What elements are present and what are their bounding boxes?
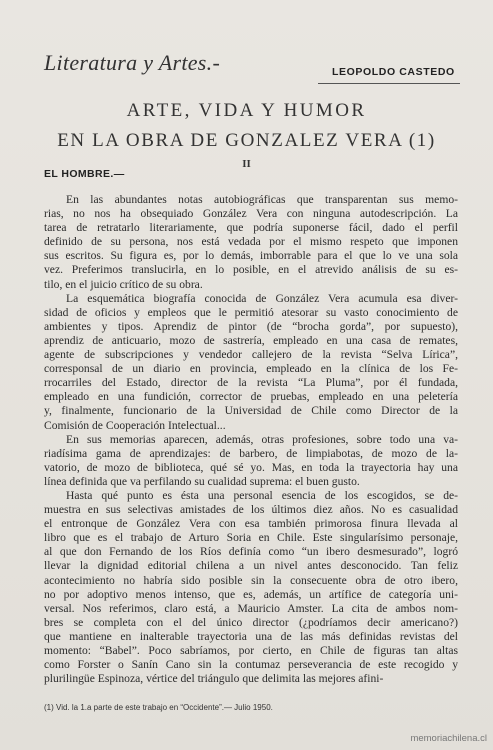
- text-line: riadísima gama de aprendizajes: de barbero, de limpiabotas, de mozo de la-: [44, 446, 458, 460]
- text-line: y, finalmente, funcionario de la Universidad de Chile como Director de la: [44, 404, 458, 418]
- text-line: sidad de oficios y empleos que le permitió atesorar su vasto conocimiento de: [44, 305, 458, 319]
- article-title-line-2: EN LA OBRA DE GONZALEZ VERA (1): [57, 130, 436, 151]
- text-line: agente de subscripciones y vendedor callejero de la revista “Selva Lírica”,: [44, 348, 458, 362]
- text-line: empleado en una fundición, corrector de pruebas, empleado en una peletería: [44, 390, 458, 404]
- text-line: acontecimiento no habría sido posible sin la consecuente obra de otro ibero,: [44, 573, 458, 587]
- section-title: Literatura y Artes.-: [44, 50, 221, 75]
- text-line: corresponsal de un diario en provincia, empleado en la clínica de los Fe-: [44, 362, 458, 376]
- author-divider: [318, 83, 460, 84]
- paragraph: [44, 489, 458, 686]
- text-line: momento: “Babel”. Poco sabríamos, por cierto, en Chile de figuras tan altas: [44, 644, 458, 657]
- text-line: que mantiene en inalterable trayectoria una de las más definidas revistas del: [44, 629, 458, 643]
- text-line: En sus memorias aparecen, además, otras profesiones, sobre todo una va-: [66, 432, 458, 446]
- text-line: rrocarriles del Estado, director de la revista “La Pluma”, por él fundada,: [44, 376, 458, 390]
- text-line: libro que es el trabajo de Arturo Soria en Chile. Este singularísimo personaje,: [44, 531, 458, 545]
- text-line: línea definida que va perfilando su cualidad suprema: el buen gusto.: [44, 474, 360, 488]
- text-line: rias, no nos ha obsequiado González Vera con ninguna autodescripción. La: [44, 207, 458, 221]
- paragraph: [44, 292, 458, 433]
- text-line: al que don Fernando de los Ríos definía como “un ibero desmesurado”, logró: [44, 545, 458, 559]
- section-subhead: EL HOMBRE.—: [44, 168, 125, 180]
- text-line: ambientes y tipos. Aprendiz de pintor (de “brocha gorda”, por supuesto),: [44, 319, 458, 333]
- paragraph: [44, 193, 458, 292]
- text-line: no por adoptivo menos intenso, que es, además, un artífice de categoría uni-: [44, 587, 458, 601]
- text-line: vez. Preferimos translucirla, en lo posible, en el atrevido análisis de su es-: [44, 263, 458, 277]
- author-name: LEOPOLDO CASTEDO: [332, 66, 455, 78]
- article-title-line-1: ARTE, VIDA Y HUMOR: [126, 100, 367, 121]
- text-line: como Forster o Sanín Cano sin la contumaz perseverancia de este recogido y: [44, 658, 458, 672]
- text-line: tilo, en el juicio crítico de su obra.: [44, 277, 203, 291]
- text-line: aprendiz de anticuario, mozo de sastrería, empleado en una casa de remates,: [44, 333, 458, 347]
- text-line: llevar la dignidad editorial chilena a un nivel antes desconocido. Tan feliz: [44, 559, 458, 573]
- article-body: [44, 193, 458, 686]
- text-line: Hasta qué punto es ésta una personal esencia de los escogidos, se de-: [66, 488, 458, 502]
- paragraph: [44, 433, 458, 489]
- text-line: tarea de retratarlo literariamente, que podría suponerse fácil, dado el perfil: [44, 221, 458, 235]
- part-number: II: [242, 158, 251, 170]
- text-line: el entronque de González Vera con esa también primorosa finura llevada al: [44, 517, 458, 531]
- watermark: memoriachilena.cl: [410, 733, 487, 744]
- text-line: muestra en sus selectivas amistades de los últimos diez años. No es casualidad: [44, 503, 458, 517]
- footnote: (1) Vid. la 1.a parte de este trabajo en “Occidente”.— Julio 1950.: [44, 703, 273, 712]
- text-line: definido de su persona, nos está vedada por el mismo respeto que imponen: [44, 235, 458, 249]
- text-line: sus escritos. Su figura es, por lo demás, imborrable para el que lo ve una sola: [44, 249, 458, 263]
- text-line: La esquemática biografía conocida de González Vera acumula esa diver-: [66, 291, 458, 305]
- text-line: bres se completa con el del único director (¿podríamos decir americano?): [44, 615, 458, 629]
- text-line: versal. Nos referimos, claro está, a Mauricio Amster. La cita de ambos nom-: [44, 601, 458, 615]
- text-line: En las abundantes notas autobiográficas que transparentan sus memo-: [66, 193, 458, 206]
- text-line: vatorio, de mozo de biblioteca, qué sé yo. Mas, en toda la trayectoria hay una: [44, 460, 458, 474]
- text-line: Comisión de Cooperación Intelectual...: [44, 418, 226, 432]
- text-line: plurilingüe Espinoza, vértice del triángulo que delimita las mejores afini-: [44, 672, 384, 686]
